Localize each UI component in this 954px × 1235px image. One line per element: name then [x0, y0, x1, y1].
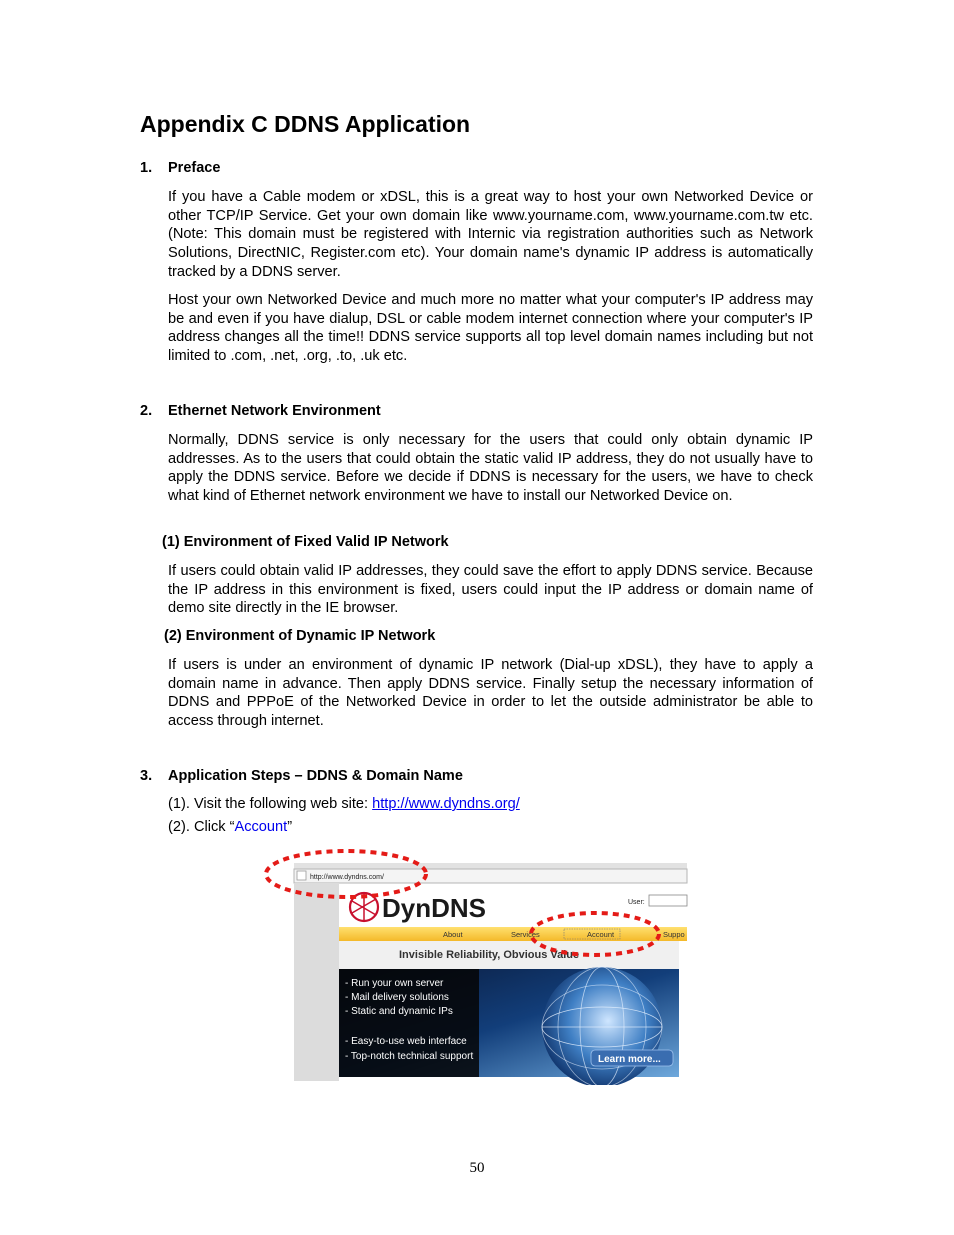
- logo-text: DynDNS: [382, 893, 487, 923]
- browser-toolbar: [294, 863, 687, 869]
- step-text: ”: [287, 819, 293, 835]
- step-click-account: [168, 819, 292, 835]
- dyndns-link[interactable]: http://www.dyndns.org/: [372, 796, 520, 812]
- bullet: - Run your own server: [345, 978, 444, 989]
- address-url: http://www.dyndns.com/: [310, 874, 384, 881]
- nav-services: Services: [511, 930, 540, 939]
- bullet: - Mail delivery solutions: [345, 992, 449, 1003]
- nav-support: Suppo: [663, 930, 685, 939]
- page-title: Appendix C DDNS Application: [140, 111, 471, 137]
- paragraph: If you have a Cable modem or xDSL, this is a great way to host your own Networked Device or other TCP/IP Service. Get your own domain like www.yourname.com, www.yourname.com.tw etc. (Note: This domain must be registered with Internic via registration authorities such as Network Solutions, DirectNIC, Register.com etc). Your domain name's dynamic IP address is automatically tracked by a DDNS server.: [168, 189, 813, 280]
- page-number: 50: [469, 1160, 485, 1176]
- section-title: Application Steps – DDNS & Domain Name: [168, 768, 463, 784]
- step-visit-site: [168, 796, 520, 812]
- section-number: 2.: [140, 403, 153, 419]
- dyndns-screenshot: [262, 845, 692, 1085]
- paragraph: Host your own Networked Device and much more no matter what your computer's IP address may be and even if you have dialup, DSL or cable modem internet connection where your computer's IP address changes all the time!! DDNS service supports all top level domain names including but not limited to .com, .net, .org, .to, .uk etc.: [168, 292, 813, 365]
- section-title: Ethernet Network Environment: [168, 403, 381, 419]
- dyndns-screenshot-image: [262, 845, 692, 1085]
- bullet: - Static and dynamic IPs: [345, 1006, 453, 1017]
- nav-account: Account: [587, 930, 615, 939]
- tagline: Invisible Reliability, Obvious Value: [399, 949, 580, 961]
- page-icon: [297, 871, 306, 880]
- section-title: Preface: [168, 160, 221, 176]
- paragraph: If users is under an environment of dynamic IP network (Dial-up xDSL), they have to apply a domain name in advance. Then apply DDNS service. Finally setup the necessary information of DDNS and PPPoE of the Networked Device in order to let the outside administrator be able to access through internet.: [168, 657, 813, 730]
- subsection-heading-fixed-ip: (1) Environment of Fixed Valid IP Network: [162, 534, 449, 550]
- account-text: Account: [234, 819, 288, 835]
- learn-more-label: Learn more...: [598, 1054, 661, 1065]
- step-text: (1). Visit the following web site:: [168, 796, 373, 812]
- section-number: 3.: [140, 768, 153, 784]
- section-number: 1.: [140, 160, 153, 176]
- nav-about: About: [443, 930, 463, 939]
- bullet: - Top-notch technical support: [345, 1051, 474, 1062]
- paragraph: Normally, DDNS service is only necessary for the users that could only obtain dynamic IP addresses. As to the users that could obtain the static valid IP address, they do not usually have to apply the DDNS service. Before we decide if DDNS is necessary for the users, we have to check what kind of Ethernet network environment we have to install our Networked Device on.: [168, 432, 813, 505]
- subsection-heading-dynamic-ip: (2) Environment of Dynamic IP Network: [164, 628, 436, 644]
- user-label: User:: [628, 899, 645, 906]
- bullet: - Easy-to-use web interface: [345, 1036, 467, 1047]
- side-strip: [294, 883, 339, 1081]
- paragraph: If users could obtain valid IP addresses, they could save the effort to apply DDNS service. Because the IP address in this environment is fixed, users could input the IP address or domain name of demo site directly in the IE browser.: [168, 563, 813, 617]
- globe-icon: [542, 967, 662, 1085]
- step-text: (2). Click “: [168, 819, 235, 835]
- user-input: [649, 895, 687, 906]
